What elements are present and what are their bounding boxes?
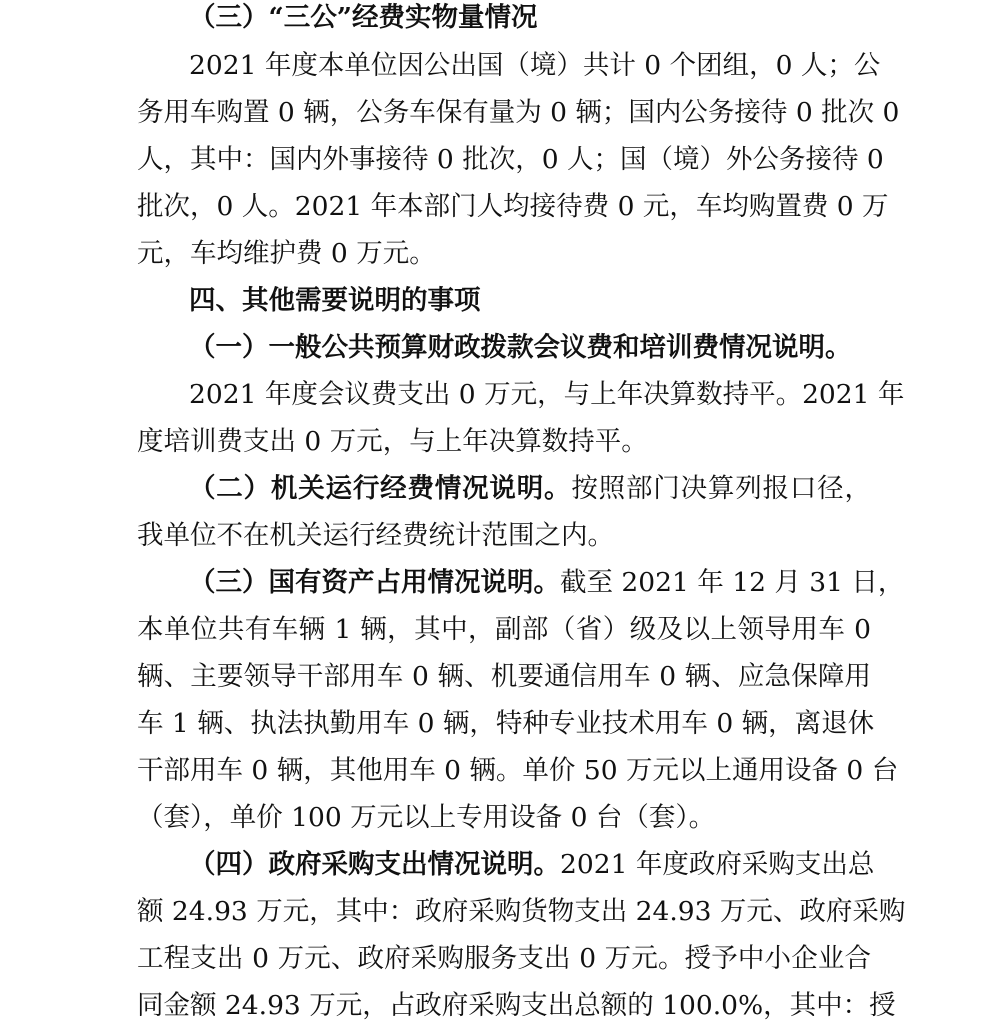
paragraph-line: 额 24.93 万元，其中：政府采购货物支出 24.93 万元、政府采购 — [137, 896, 906, 927]
subsection-heading-three-public: （三）“三公”经费实物量情况 — [189, 2, 538, 33]
inline-heading: （四）政府采购支出情况说明。 — [189, 849, 560, 880]
paragraph-line-with-heading — [189, 849, 875, 881]
paragraph-line: 车 1 辆、执法执勤用车 0 辆，特种专业技术用车 0 辆，离退休 — [137, 708, 875, 739]
paragraph-line: 人，其中：国内外事接待 0 批次，0 人；国（境）外公务接待 0 — [137, 144, 884, 175]
paragraph-line: （套），单价 100 万元以上专用设备 0 台（套）。 — [137, 802, 716, 833]
paragraph-line: 2021 年度会议费支出 0 万元，与上年决算数持平。2021 年 — [189, 379, 905, 410]
paragraph-line: 本单位共有车辆 1 辆，其中，副部（省）级及以上领导用车 0 — [137, 614, 871, 645]
paragraph-line: 干部用车 0 辆，其他用车 0 辆。单价 50 万元以上通用设备 0 台 — [137, 755, 899, 786]
paragraph-line: 工程支出 0 万元、政府采购服务支出 0 万元。授予中小企业合 — [137, 943, 871, 974]
inline-text: 截至 2021 年 12 月 31 日， — [560, 567, 905, 598]
paragraph-line: 我单位不在机关运行经费统计范围之内。 — [137, 520, 614, 551]
paragraph-line: 批次，0 人。2021 年本部门人均接待费 0 元，车均购置费 0 万 — [137, 191, 889, 222]
inline-heading: （三）国有资产占用情况说明。 — [189, 567, 560, 598]
paragraph-line-with-heading — [189, 473, 871, 505]
subsection-heading-meeting-training: （一）一般公共预算财政拨款会议费和培训费情况说明。 — [189, 332, 852, 363]
paragraph-line: 元，车均维护费 0 万元。 — [137, 238, 436, 269]
inline-text: 2021 年度政府采购支出总 — [560, 849, 875, 880]
paragraph-line: 度培训费支出 0 万元，与上年决算数持平。 — [137, 426, 648, 457]
paragraph-line: 2021 年度本单位因公出国（境）共计 0 个团组，0 人；公 — [189, 50, 881, 81]
paragraph-line: 同金额 24.93 万元，占政府采购支出总额的 100.0%，其中：授 — [137, 990, 896, 1021]
paragraph-line: 辆、主要领导干部用车 0 辆、机要通信用车 0 辆、应急保障用 — [137, 661, 871, 692]
paragraph-line: 务用车购置 0 辆，公务车保有量为 0 辆；国内公务接待 0 批次 0 — [137, 97, 900, 128]
paragraph-line-with-heading — [189, 567, 905, 599]
inline-text: 按照部门决算列报口径， — [571, 473, 871, 504]
inline-heading: （二）机关运行经费情况说明。 — [189, 473, 572, 504]
section-heading-other-matters: 四、其他需要说明的事项 — [189, 285, 481, 316]
